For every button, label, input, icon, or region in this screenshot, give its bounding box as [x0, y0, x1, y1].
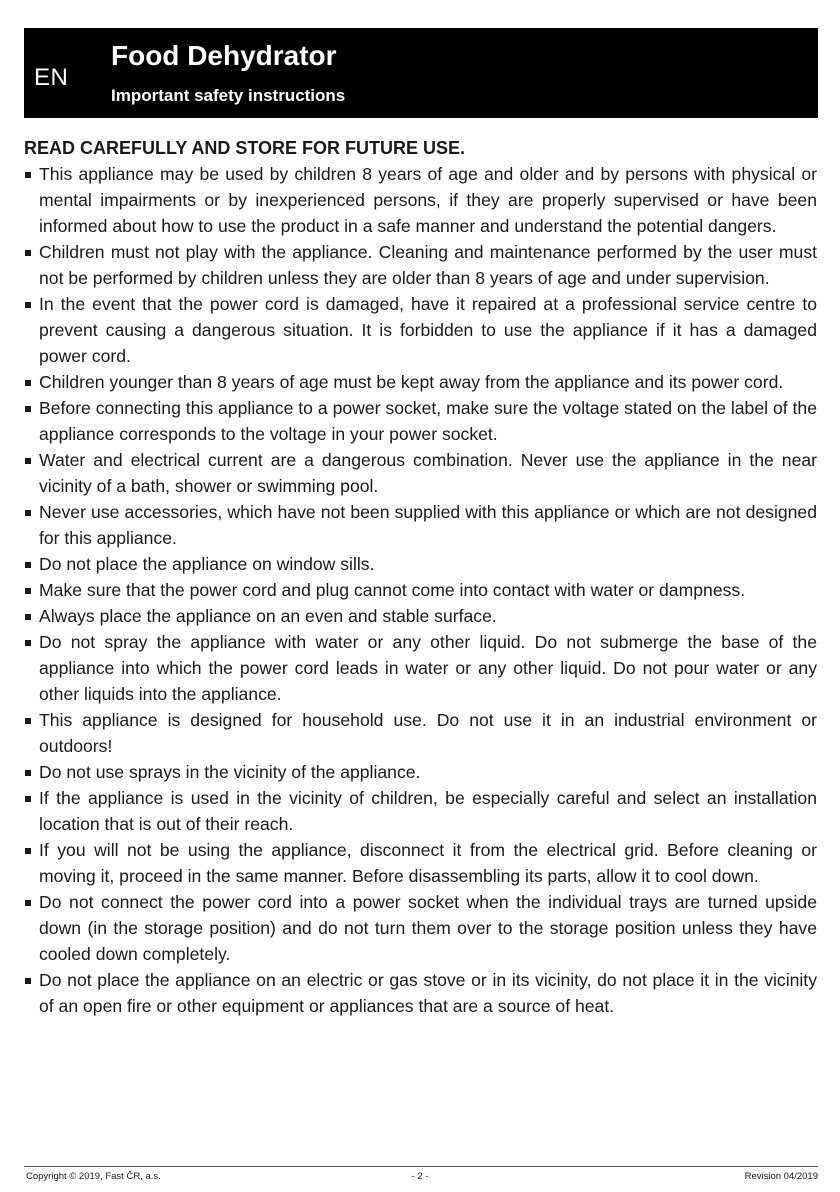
bullet-icon — [25, 302, 31, 308]
language-code: EN — [34, 64, 69, 91]
list-item-text: Never use accessories, which have not been supplied with this appliance or which are not designed for this appliance. — [39, 502, 817, 548]
list-item — [24, 239, 817, 291]
bullet-icon — [25, 900, 31, 906]
list-item-text: Do not place the appliance on an electric or gas stove or in its vicinity, do not place it in the vicinity of an open fire or other equipment or appliances that are a source of heat. — [39, 970, 817, 1016]
list-item-text: Always place the appliance on an even and stable surface. — [39, 606, 497, 626]
bullet-icon — [25, 718, 31, 724]
bullet-icon — [25, 250, 31, 256]
list-item — [24, 551, 817, 577]
list-item — [24, 161, 817, 239]
list-item-text: Children must not play with the appliance. Cleaning and maintenance performed by the user must not be performed by children unless they are older than 8 years of age and under supervision. — [39, 242, 817, 288]
list-item-text: Do not spray the appliance with water or any other liquid. Do not submerge the base of the appliance into which the power cord leads in water or any other liquid. Do not pour water or any other liquids into the appliance. — [39, 632, 817, 704]
bullet-icon — [25, 562, 31, 568]
list-item-text: Water and electrical current are a dangerous combination. Never use the appliance in the near vicinity of a bath, shower or swimming pool. — [39, 450, 817, 496]
bullet-icon — [25, 640, 31, 646]
list-item-text: Do not connect the power cord into a power socket when the individual trays are turned upside down (in the storage position) and do not turn them over to the storage position unless they have cooled down completely. — [39, 892, 817, 964]
bullet-icon — [25, 406, 31, 412]
bullet-icon — [25, 848, 31, 854]
list-item — [24, 395, 817, 447]
footer-revision: Revision 04/2019 — [744, 1171, 818, 1182]
list-item-text: If you will not be using the appliance, disconnect it from the electrical grid. Before cleaning or moving it, proceed in the same manner. Before disassembling its parts, allow it to cool down. — [39, 840, 817, 886]
list-item-text: If the appliance is used in the vicinity of children, be especially careful and select an installation location that is out of their reach. — [39, 788, 817, 834]
list-item — [24, 369, 817, 395]
list-item — [24, 785, 817, 837]
bullet-icon — [25, 770, 31, 776]
bullet-icon — [25, 510, 31, 516]
list-item-text: This appliance is designed for household use. Do not use it in an industrial environment or outdoors! — [39, 710, 817, 756]
bullet-icon — [25, 978, 31, 984]
list-item — [24, 889, 817, 967]
list-item — [24, 291, 817, 369]
bullet-icon — [25, 172, 31, 178]
list-item-text: Do not place the appliance on window sills. — [39, 554, 375, 574]
list-item — [24, 707, 817, 759]
footer-page-number: - 2 - — [411, 1171, 429, 1182]
list-item-text: This appliance may be used by children 8 years of age and older and by persons with physical or mental impairments or by inexperienced persons, if they are properly supervised or have been informed about how to use the product in a safe manner and understand the potential dangers. — [39, 164, 817, 236]
instructions-body — [24, 135, 817, 1019]
instruction-list — [24, 161, 817, 1019]
list-item — [24, 499, 817, 551]
header-bar — [24, 28, 818, 118]
page-title: Food Dehydrator — [111, 40, 337, 71]
bullet-icon — [25, 614, 31, 620]
list-item-text: Do not use sprays in the vicinity of the appliance. — [39, 762, 421, 782]
footer-copyright: Copyright © 2019, Fast ČR, a.s. — [26, 1171, 161, 1182]
list-item — [24, 837, 817, 889]
list-item-text: Before connecting this appliance to a power socket, make sure the voltage stated on the label of the appliance corresponds to the voltage in your power socket. — [39, 398, 817, 444]
list-item — [24, 967, 817, 1019]
footer-divider — [24, 1166, 818, 1167]
list-item — [24, 447, 817, 499]
bullet-icon — [25, 796, 31, 802]
list-item — [24, 577, 817, 603]
list-item-text: In the event that the power cord is damaged, have it repaired at a professional service centre to prevent causing a dangerous situation. It is forbidden to use the appliance if it has a damaged power cord. — [39, 294, 817, 366]
page-subtitle: Important safety instructions — [111, 86, 346, 105]
bullet-icon — [25, 458, 31, 464]
section-heading: READ CAREFULLY AND STORE FOR FUTURE USE. — [24, 138, 466, 158]
list-item — [24, 603, 817, 629]
bullet-icon — [25, 380, 31, 386]
list-item-text: Make sure that the power cord and plug cannot come into contact with water or dampness. — [39, 580, 746, 600]
list-item — [24, 759, 817, 785]
bullet-icon — [25, 588, 31, 594]
list-item — [24, 629, 817, 707]
list-item-text: Children younger than 8 years of age must be kept away from the appliance and its power cord. — [39, 372, 784, 392]
